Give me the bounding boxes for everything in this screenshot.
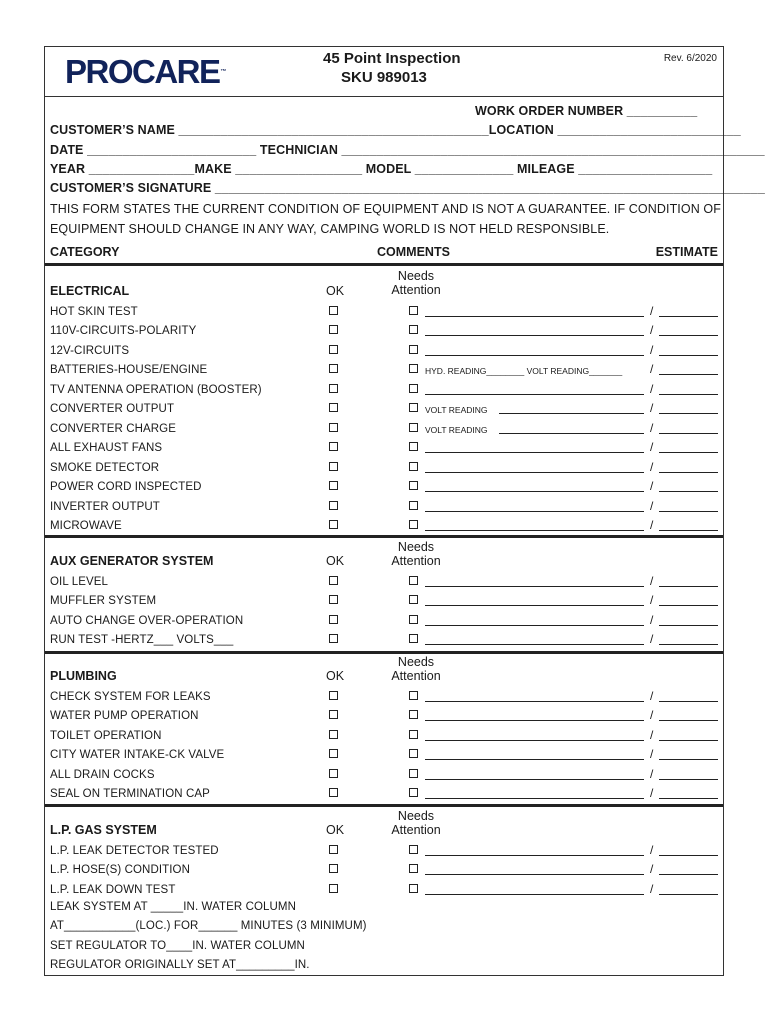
checklist-row (45, 592, 723, 611)
ok-header: OK (326, 554, 345, 568)
hyd-volt-reading-field[interactable]: HYD. READING________ VOLT READING_______ (425, 366, 623, 377)
needs-attention-checkbox[interactable] (409, 423, 418, 432)
needs-attention-checkbox[interactable] (409, 615, 418, 624)
estimate-input[interactable] (659, 605, 718, 606)
comments-input[interactable] (425, 491, 644, 492)
checklist-row (45, 381, 723, 400)
lp-footer-line[interactable]: LEAK SYSTEM AT _____IN. WATER COLUMN (50, 901, 297, 913)
checklist-item-label: SMOKE DETECTOR (50, 461, 160, 474)
section-title-aux-generator: AUX GENERATOR SYSTEM (50, 554, 214, 568)
checklist-item-label: AUTO CHANGE OVER-OPERATION (50, 614, 244, 627)
needs-attention-checkbox[interactable] (409, 325, 418, 334)
needs-attention-checkbox[interactable] (409, 864, 418, 873)
checklist-row (45, 322, 723, 341)
estimate-input[interactable] (659, 355, 718, 356)
needs-attention-checkbox[interactable] (409, 769, 418, 778)
checklist-row (45, 746, 723, 765)
checklist-item-label: OIL LEVEL (50, 576, 109, 588)
checklist-item-label: SEAL ON TERMINATION CAP (50, 788, 210, 800)
needs-attention-checkbox[interactable] (409, 710, 418, 719)
estimate-separator: / (650, 479, 654, 494)
estimate-separator: / (650, 304, 654, 318)
section-divider (45, 535, 723, 538)
estimate-input[interactable] (659, 759, 718, 760)
date-technician-field[interactable]: DATE ________________________ TECHNICIAN ____________________________________________________________ (50, 143, 765, 157)
estimate-separator: / (650, 498, 654, 513)
ok-checkbox[interactable] (329, 520, 338, 529)
comments-input[interactable] (425, 740, 644, 741)
checklist-item-label: INVERTER OUTPUT (50, 500, 160, 513)
ok-checkbox[interactable] (329, 576, 338, 585)
checklist-row (45, 707, 723, 726)
checklist-item-label: BATTERIES-HOUSE/ENGINE (50, 364, 208, 377)
ok-checkbox[interactable] (329, 710, 338, 719)
checklist-item-label: WATER PUMP OPERATION (50, 710, 199, 723)
estimate-input[interactable] (659, 740, 718, 741)
ok-checkbox[interactable] (329, 788, 338, 797)
work-order-field[interactable]: WORK ORDER NUMBER __________ (475, 104, 698, 118)
checklist-row (45, 881, 723, 900)
comments-input[interactable] (425, 625, 644, 626)
estimate-separator: / (650, 708, 654, 723)
form-title-sku: SKU 989013 (341, 69, 427, 86)
section-divider (45, 263, 723, 266)
form-title-line1: 45 Point Inspection (323, 50, 461, 67)
comments-input[interactable] (425, 779, 644, 780)
estimate-input[interactable] (659, 335, 718, 336)
ok-checkbox[interactable] (329, 442, 338, 451)
estimate-separator: / (650, 459, 654, 474)
volt-reading-label: VOLT READING (425, 424, 488, 435)
estimate-input[interactable] (659, 625, 718, 626)
needs-attention-checkbox[interactable] (409, 634, 418, 643)
comments-input[interactable] (425, 605, 644, 606)
ok-checkbox[interactable] (329, 345, 338, 354)
estimate-input[interactable] (659, 433, 718, 434)
checklist-row (45, 303, 723, 322)
ok-header: OK (326, 823, 345, 837)
ok-checkbox[interactable] (329, 403, 338, 412)
comments-input[interactable] (425, 335, 644, 336)
estimate-separator: / (650, 881, 654, 896)
checklist-row (45, 612, 723, 631)
checklist-item-label: MUFFLER SYSTEM (50, 595, 157, 608)
estimate-input[interactable] (659, 779, 718, 780)
checklist-row (45, 400, 723, 419)
needs-attention-checkbox[interactable] (409, 462, 418, 471)
comments-input[interactable] (425, 394, 644, 395)
estimate-input[interactable] (659, 316, 718, 317)
estimate-separator: / (650, 517, 654, 532)
checklist-item-label: 12V-CIRCUITS (50, 344, 130, 357)
estimate-separator: / (650, 747, 654, 762)
column-category: CATEGORY (50, 245, 120, 259)
needs-attention-header: Needs Attention (391, 269, 441, 297)
needs-attention-checkbox[interactable] (409, 576, 418, 585)
checklist-row (45, 766, 723, 785)
estimate-separator: / (650, 401, 654, 416)
checklist-row (45, 478, 723, 497)
estimate-input[interactable] (659, 491, 718, 492)
volt-reading-label: VOLT READING (425, 405, 488, 416)
ok-header: OK (326, 284, 345, 298)
comments-input[interactable] (425, 355, 644, 356)
comments-input[interactable] (425, 452, 644, 453)
ok-checkbox[interactable] (329, 864, 338, 873)
customer-location-field[interactable]: CUSTOMER’S NAME ____________________________________________LOCATION __________________________ (50, 123, 741, 137)
comments-input[interactable] (425, 644, 644, 645)
checklist-item-label: CONVERTER CHARGE (50, 422, 176, 435)
checklist-row (45, 420, 723, 439)
comments-input[interactable] (425, 472, 644, 473)
estimate-separator: / (650, 843, 654, 857)
section-divider (45, 651, 723, 654)
section-title-plumbing: PLUMBING (50, 669, 117, 683)
checklist-item-label: L.P. LEAK DOWN TEST (50, 883, 176, 896)
ok-checkbox[interactable] (329, 884, 338, 893)
needs-attention-checkbox[interactable] (409, 345, 418, 354)
comments-input[interactable] (425, 586, 644, 587)
checklist-item-label: L.P. HOSE(S) CONDITION (50, 864, 191, 877)
checklist-row (45, 342, 723, 361)
ok-checkbox[interactable] (329, 634, 338, 643)
estimate-input[interactable] (659, 874, 718, 875)
estimate-separator: / (650, 632, 654, 647)
comments-input[interactable] (425, 720, 644, 721)
column-comments: COMMENTS (377, 245, 450, 259)
estimate-input[interactable] (659, 586, 718, 587)
estimate-separator: / (650, 727, 654, 742)
logo-box (45, 47, 275, 96)
checklist-row (45, 861, 723, 880)
estimate-input[interactable] (659, 530, 718, 531)
ok-checkbox[interactable] (329, 325, 338, 334)
needs-attention-checkbox[interactable] (409, 730, 418, 739)
needs-attention-checkbox[interactable] (409, 749, 418, 758)
needs-attention-header: Needs Attention (391, 655, 441, 683)
needs-attention-checkbox[interactable] (409, 442, 418, 451)
comments-input[interactable] (425, 511, 644, 512)
estimate-separator: / (650, 440, 654, 455)
checklist-row (45, 459, 723, 478)
ok-checkbox[interactable] (329, 423, 338, 432)
ok-checkbox[interactable] (329, 501, 338, 510)
needs-attention-checkbox[interactable] (409, 403, 418, 412)
procare-logo: PROCARE™ (65, 53, 227, 90)
signature-field[interactable]: CUSTOMER’S SIGNATURE ______________________________________________________________________________ (50, 181, 765, 195)
column-estimate: ESTIMATE (655, 245, 718, 259)
estimate-input[interactable] (659, 720, 718, 721)
inspection-form (44, 46, 765, 976)
estimate-separator: / (650, 342, 654, 357)
checklist-item-label: CITY WATER INTAKE-CK VALVE (50, 749, 225, 762)
checklist-item-label: ALL DRAIN COCKS (50, 768, 155, 781)
year-make-model-field[interactable]: YEAR _______________MAKE __________________ MODEL ______________ MILEAGE ___________________ (50, 162, 713, 176)
needs-attention-checkbox[interactable] (409, 520, 418, 529)
estimate-input[interactable] (659, 394, 718, 395)
estimate-input[interactable] (659, 701, 718, 702)
estimate-separator: / (650, 612, 654, 627)
ok-checkbox[interactable] (329, 749, 338, 758)
revision-label: Rev. 6/2020 (663, 53, 717, 64)
needs-attention-checkbox[interactable] (409, 364, 418, 373)
section-title-electrical: ELECTRICAL (50, 284, 130, 298)
checklist-item-label: CONVERTER OUTPUT (50, 403, 175, 416)
ok-checkbox[interactable] (329, 691, 338, 700)
needs-attention-checkbox[interactable] (409, 501, 418, 510)
section-divider (45, 804, 723, 807)
checklist-row (45, 361, 723, 380)
form-header (45, 47, 723, 97)
checklist-item-label: 110V-CIRCUITS-POLARITY (50, 325, 197, 338)
checklist-item-label: ALL EXHAUST FANS (50, 442, 163, 455)
checklist-item-label: TOILET OPERATION (50, 729, 162, 742)
checklist-row (45, 785, 723, 804)
estimate-separator: / (650, 381, 654, 396)
estimate-input[interactable] (659, 855, 718, 856)
checklist-row (45, 573, 723, 592)
needs-attention-checkbox[interactable] (409, 384, 418, 393)
estimate-input[interactable] (659, 452, 718, 453)
checklist-row (45, 439, 723, 458)
estimate-input[interactable] (659, 413, 718, 414)
estimate-input[interactable] (659, 472, 718, 473)
volt-reading-input[interactable] (499, 413, 644, 414)
comments-input[interactable] (425, 316, 644, 317)
needs-attention-header: Needs Attention (391, 809, 441, 837)
volt-reading-input[interactable] (499, 433, 644, 434)
comments-input[interactable] (425, 894, 644, 895)
lp-footer-line[interactable]: SET REGULATOR TO____IN. WATER COLUMN (50, 940, 305, 952)
needs-attention-checkbox[interactable] (409, 884, 418, 893)
comments-input[interactable] (425, 874, 644, 875)
estimate-separator: / (650, 689, 654, 703)
comments-input[interactable] (425, 855, 644, 856)
checklist-row (45, 727, 723, 746)
estimate-separator: / (650, 323, 654, 338)
ok-checkbox[interactable] (329, 730, 338, 739)
needs-attention-checkbox[interactable] (409, 306, 418, 315)
checklist-item-label: MICROWAVE (50, 519, 122, 532)
estimate-separator: / (650, 420, 654, 435)
estimate-separator: / (650, 362, 654, 377)
checklist-item-label: L.P. LEAK DETECTOR TESTED (50, 845, 219, 857)
comments-input[interactable] (425, 759, 644, 760)
checklist-item-label: RUN TEST -HERTZ___ VOLTS___ (50, 634, 234, 647)
checklist-row (45, 498, 723, 517)
needs-attention-header: Needs Attention (391, 540, 441, 568)
ok-checkbox[interactable] (329, 481, 338, 490)
estimate-separator: / (650, 786, 654, 800)
ok-checkbox[interactable] (329, 615, 338, 624)
needs-attention-checkbox[interactable] (409, 595, 418, 604)
ok-checkbox[interactable] (329, 769, 338, 778)
estimate-input[interactable] (659, 511, 718, 512)
ok-checkbox[interactable] (329, 364, 338, 373)
checklist-row (45, 631, 723, 650)
checklist-item-label: HOT SKIN TEST (50, 306, 138, 318)
checklist-item-label: TV ANTENNA OPERATION (BOOSTER) (50, 383, 262, 396)
ok-checkbox[interactable] (329, 595, 338, 604)
disclaimer: THIS FORM STATES THE CURRENT CONDITION OF EQUIPMENT AND IS NOT A GUARANTEE. IF CONDITION OF EQUIPMENT SHOULD CHANGE IN ANY WAY, CAMPING WORLD IS NOT HELD RESPONSIBLE. (50, 202, 721, 236)
comments-input[interactable] (425, 701, 644, 702)
ok-checkbox[interactable] (329, 845, 338, 854)
estimate-input[interactable] (659, 644, 718, 645)
estimate-input[interactable] (659, 374, 718, 375)
estimate-input[interactable] (659, 798, 718, 799)
lp-footer-line[interactable]: AT___________(LOC.) FOR______ MINUTES (3 MINIMUM) (50, 920, 367, 932)
estimate-separator: / (650, 766, 654, 781)
needs-attention-checkbox[interactable] (409, 788, 418, 797)
ok-header: OK (326, 669, 345, 683)
needs-attention-checkbox[interactable] (409, 691, 418, 700)
checklist-row (45, 688, 723, 707)
needs-attention-checkbox[interactable] (409, 481, 418, 490)
checklist-item-label: POWER CORD INSPECTED (50, 481, 202, 494)
comments-input[interactable] (425, 798, 644, 799)
ok-checkbox[interactable] (329, 306, 338, 315)
estimate-input[interactable] (659, 894, 718, 895)
checklist-row (45, 517, 723, 536)
section-title-lp-gas: L.P. GAS SYSTEM (50, 823, 157, 837)
lp-footer-line[interactable]: REGULATOR ORIGINALLY SET AT_________IN. (50, 959, 310, 971)
estimate-separator: / (650, 862, 654, 877)
needs-attention-checkbox[interactable] (409, 845, 418, 854)
checklist-row (45, 842, 723, 861)
estimate-separator: / (650, 593, 654, 608)
estimate-separator: / (650, 574, 654, 588)
ok-checkbox[interactable] (329, 384, 338, 393)
comments-input[interactable] (425, 530, 644, 531)
ok-checkbox[interactable] (329, 462, 338, 471)
checklist-item-label: CHECK SYSTEM FOR LEAKS (50, 691, 211, 703)
form-title (323, 49, 461, 87)
